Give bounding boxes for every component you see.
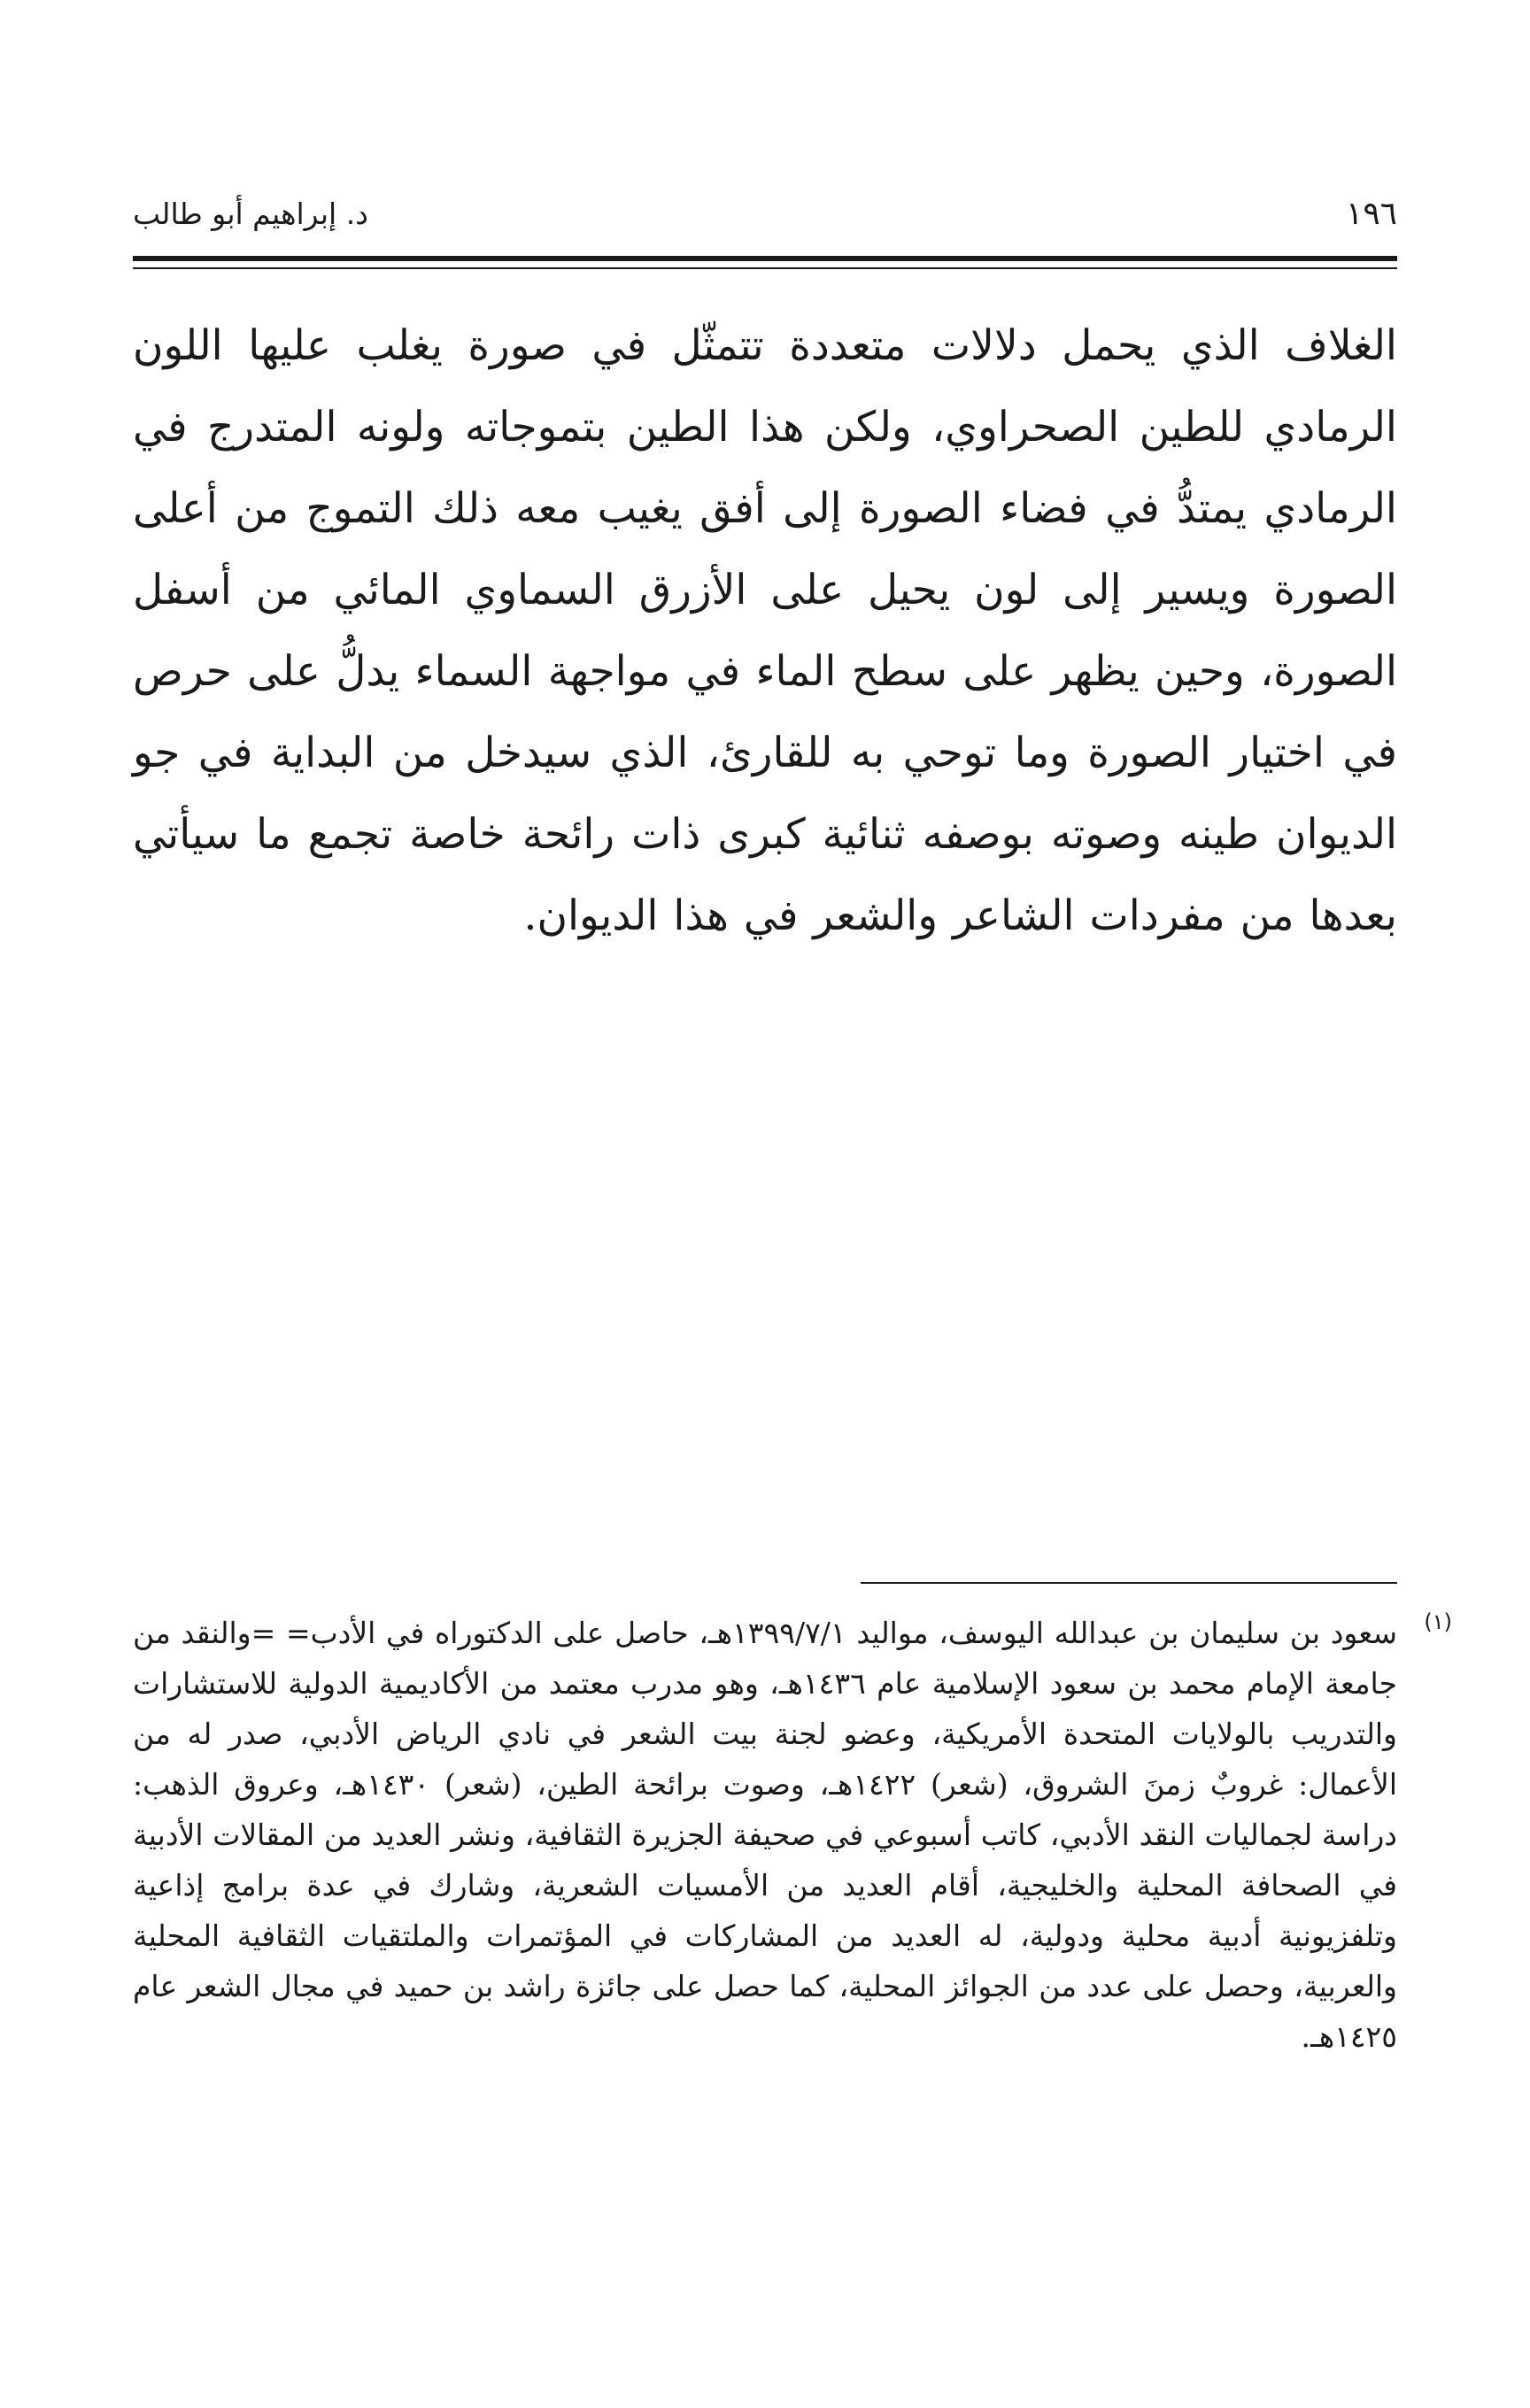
author-name: د. إبراهيم أبو طالب [133, 197, 368, 231]
footnote-separator [861, 1582, 1397, 1584]
body-paragraph: الغلاف الذي يحمل دلالات متعددة تتمثّل في صورة يغلب عليها اللون الرمادي للطين الصحراوي، ولكن هذا الطين بتموجاته ولونه المتدرج في الرمادي يمتدُّ في فضاء الصورة إلى أفق يغيب معه ذلك التموج من أعلى الصورة ويسير إلى لون يحيل على الأزرق السماوي المائي من أسفل الصورة، وحين يظهر على سطح الماء في مواجهة السماء يدلُّ على حرص في اختيار الصورة وما توحي به للقارئ، الذي سيدخل من البداية في جو الديوان طينه وصوته بوصفه ثنائية كبرى ذات رائحة خاصة تجمع ما سيأتي بعدها من مفردات الشاعر والشعر في هذا الديوان. [133, 321, 1397, 940]
header-rule-thick [133, 256, 1397, 261]
footnote [133, 1608, 1452, 2062]
footnote-text: سعود بن سليمان بن عبدالله اليوسف، مواليد ١٣٩٩/٧/١هـ، حاصل على الدكتوراه في الأدب= =والنقد من جامعة الإمام محمد بن سعود الإسلامية عام ١٤٣٦هـ، وهو مدرب معتمد من الأكاديمية الدولية للاستشارات والتدريب بالولايات المتحدة الأمريكية، وعضو لجنة بيت الشعر في نادي الرياض الأدبي، صدر له من الأعمال: غروبٌ زمنَ الشروق، (شعر) ١٤٢٢هـ، وصوت برائحة الطين، (شعر) ١٤٣٠هـ، وعروق الذهب: دراسة لجماليات النقد الأدبي، كاتب أسبوعي في صحيفة الجزيرة الثقافية، ونشر العديد من المقالات الأدبية في الصحافة المحلية والخليجية، أقام العديد من الأمسيات الشعرية، وشارك في عدة برامج إذاعية وتلفزيونية أدبية محلية ودولية، له العديد من المشاركات في المؤتمرات والملتقيات الثقافية المحلية والعربية، وحصل على عدد من الجوائز المحلية، كما حصل على جائزة راشد بن حميد في مجال الشعر عام ١٤٢٥هـ. [133, 1616, 1398, 2054]
page-number: ١٩٦ [1345, 196, 1397, 232]
footnote-marker: (١) [1424, 1609, 1452, 1634]
header-rule-thin [133, 267, 1397, 269]
running-header [133, 188, 1397, 241]
